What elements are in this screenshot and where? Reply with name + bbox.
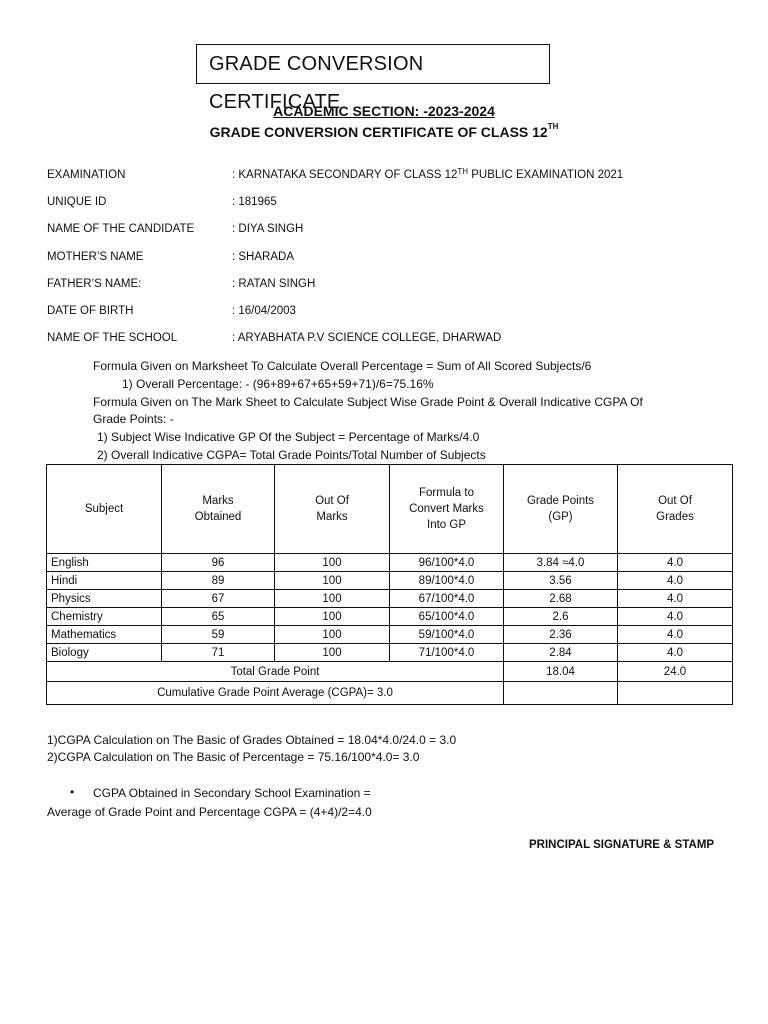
table-header-row	[47, 465, 733, 554]
cell-grades: 4.0	[618, 590, 733, 608]
cell-gp: 3.56	[504, 572, 618, 590]
subtitle-text: GRADE CONVERSION CERTIFICATE OF CLASS 12	[209, 124, 548, 140]
cell-out-of: 100	[275, 644, 390, 662]
candidate-label: NAME OF THE CANDIDATE	[47, 223, 195, 235]
total-row	[47, 662, 733, 682]
total-label: Total Grade Point	[47, 662, 504, 682]
cell-marks: 89	[162, 572, 275, 590]
examination-value-prefix: : KARNATAKA SECONDARY OF CLASS 12	[232, 169, 458, 181]
cell-grades: 4.0	[618, 608, 733, 626]
cell-formula: 67/100*4.0	[390, 590, 504, 608]
father-value: : RATAN SINGH	[232, 278, 316, 290]
cell-subject: Hindi	[47, 572, 162, 590]
school-value: : ARYABHATA P.V SCIENCE COLLEGE, DHARWAD	[232, 332, 502, 344]
father-label: FATHER’S NAME:	[47, 278, 142, 290]
cell-subject: Mathematics	[47, 626, 162, 644]
total-grade-points: 18.04	[504, 662, 618, 682]
header-out-of-grades: Out Of Grades	[618, 465, 733, 554]
formula-line-6: 2) Overall Indicative CGPA= Total Grade Points/Total Number of Subjects	[97, 448, 486, 462]
cell-gp: 2.68	[504, 590, 618, 608]
cell-grades: 4.0	[618, 626, 733, 644]
cell-marks: 59	[162, 626, 275, 644]
cell-out-of: 100	[275, 572, 390, 590]
cell-out-of: 100	[275, 554, 390, 572]
principal-signature-label: PRINCIPAL SIGNATURE & STAMP	[529, 839, 715, 851]
examination-value	[232, 169, 623, 181]
cell-marks: 71	[162, 644, 275, 662]
certificate-title: GRADE CONVERSION CERTIFICATE	[196, 44, 550, 84]
certificate-subtitle	[0, 124, 768, 140]
table-row	[47, 554, 733, 572]
cell-subject: English	[47, 554, 162, 572]
cell-marks: 67	[162, 590, 275, 608]
cell-formula: 65/100*4.0	[390, 608, 504, 626]
cell-out-of: 100	[275, 608, 390, 626]
grade-table	[46, 464, 733, 705]
cell-formula: 59/100*4.0	[390, 626, 504, 644]
cell-gp: 3.84 ≈4.0	[504, 554, 618, 572]
cell-marks: 65	[162, 608, 275, 626]
dob-value: : 16/04/2003	[232, 305, 296, 317]
cell-grades: 4.0	[618, 644, 733, 662]
cell-formula: 71/100*4.0	[390, 644, 504, 662]
header-grade-points: Grade Points (GP)	[504, 465, 618, 554]
table-row	[47, 626, 733, 644]
cgpa-empty-cell-2	[618, 682, 733, 705]
cell-marks: 96	[162, 554, 275, 572]
header-marks-obtained: Marks Obtained	[162, 465, 275, 554]
school-label: NAME OF THE SCHOOL	[47, 332, 178, 344]
candidate-value: : DIYA SINGH	[232, 223, 304, 235]
formula-line-1: Formula Given on Marksheet To Calculate Overall Percentage = Sum of All Scored Subjects/6	[93, 359, 592, 373]
header-subject: Subject	[47, 465, 162, 554]
cell-formula: 96/100*4.0	[390, 554, 504, 572]
cgpa-calc-grades: 1)CGPA Calculation on The Basic of Grades Obtained = 18.04*4.0/24.0 = 3.0	[47, 733, 457, 747]
cell-formula: 89/100*4.0	[390, 572, 504, 590]
formula-line-4: Grade Points: -	[93, 412, 174, 426]
mother-value: : SHARADA	[232, 251, 294, 263]
examination-value-suffix: PUBLIC EXAMINATION 2021	[468, 169, 624, 181]
table-row	[47, 572, 733, 590]
table-row	[47, 608, 733, 626]
formula-line-3: Formula Given on The Mark Sheet to Calculate Subject Wise Grade Point & Overall Indicative CGPA Of	[93, 395, 643, 409]
cgpa-calc-percentage: 2)CGPA Calculation on The Basic of Percentage = 75.16/100*4.0= 3.0	[47, 750, 420, 764]
mother-label: MOTHER’S NAME	[47, 251, 144, 263]
secondary-cgpa-line-2: Average of Grade Point and Percentage CGPA = (4+4)/2=4.0	[47, 805, 372, 819]
unique-id-value: : 181965	[232, 196, 277, 208]
subtitle-superscript: TH	[547, 122, 559, 131]
dob-label: DATE OF BIRTH	[47, 305, 134, 317]
bullet-icon: •	[70, 785, 75, 799]
cell-grades: 4.0	[618, 572, 733, 590]
formula-line-2: 1) Overall Percentage: - (96+89+67+65+59+71)/6=75.16%	[122, 377, 434, 391]
examination-label: EXAMINATION	[47, 169, 126, 181]
academic-section-heading: ACADEMIC SECTION: -2023-2024	[273, 103, 495, 119]
table-row	[47, 644, 733, 662]
cell-grades: 4.0	[618, 554, 733, 572]
cell-gp: 2.6	[504, 608, 618, 626]
cell-subject: Physics	[47, 590, 162, 608]
cgpa-empty-cell-1	[504, 682, 618, 705]
cell-subject: Biology	[47, 644, 162, 662]
cell-gp: 2.84	[504, 644, 618, 662]
cell-out-of: 100	[275, 626, 390, 644]
table-row	[47, 590, 733, 608]
total-out-of-grades: 24.0	[618, 662, 733, 682]
unique-id-label: UNIQUE ID	[47, 196, 107, 208]
cell-out-of: 100	[275, 590, 390, 608]
cgpa-row	[47, 682, 733, 705]
cell-gp: 2.36	[504, 626, 618, 644]
header-formula: Formula to Convert Marks Into GP	[390, 465, 504, 554]
secondary-cgpa-line-1: CGPA Obtained in Secondary School Examination =	[93, 786, 371, 800]
formula-line-5: 1) Subject Wise Indicative GP Of the Subject = Percentage of Marks/4.0	[97, 430, 480, 444]
examination-value-sup: TH	[457, 167, 469, 176]
cgpa-label: Cumulative Grade Point Average (CGPA)= 3.0	[47, 682, 504, 705]
header-out-of-marks: Out Of Marks	[275, 465, 390, 554]
cell-subject: Chemistry	[47, 608, 162, 626]
